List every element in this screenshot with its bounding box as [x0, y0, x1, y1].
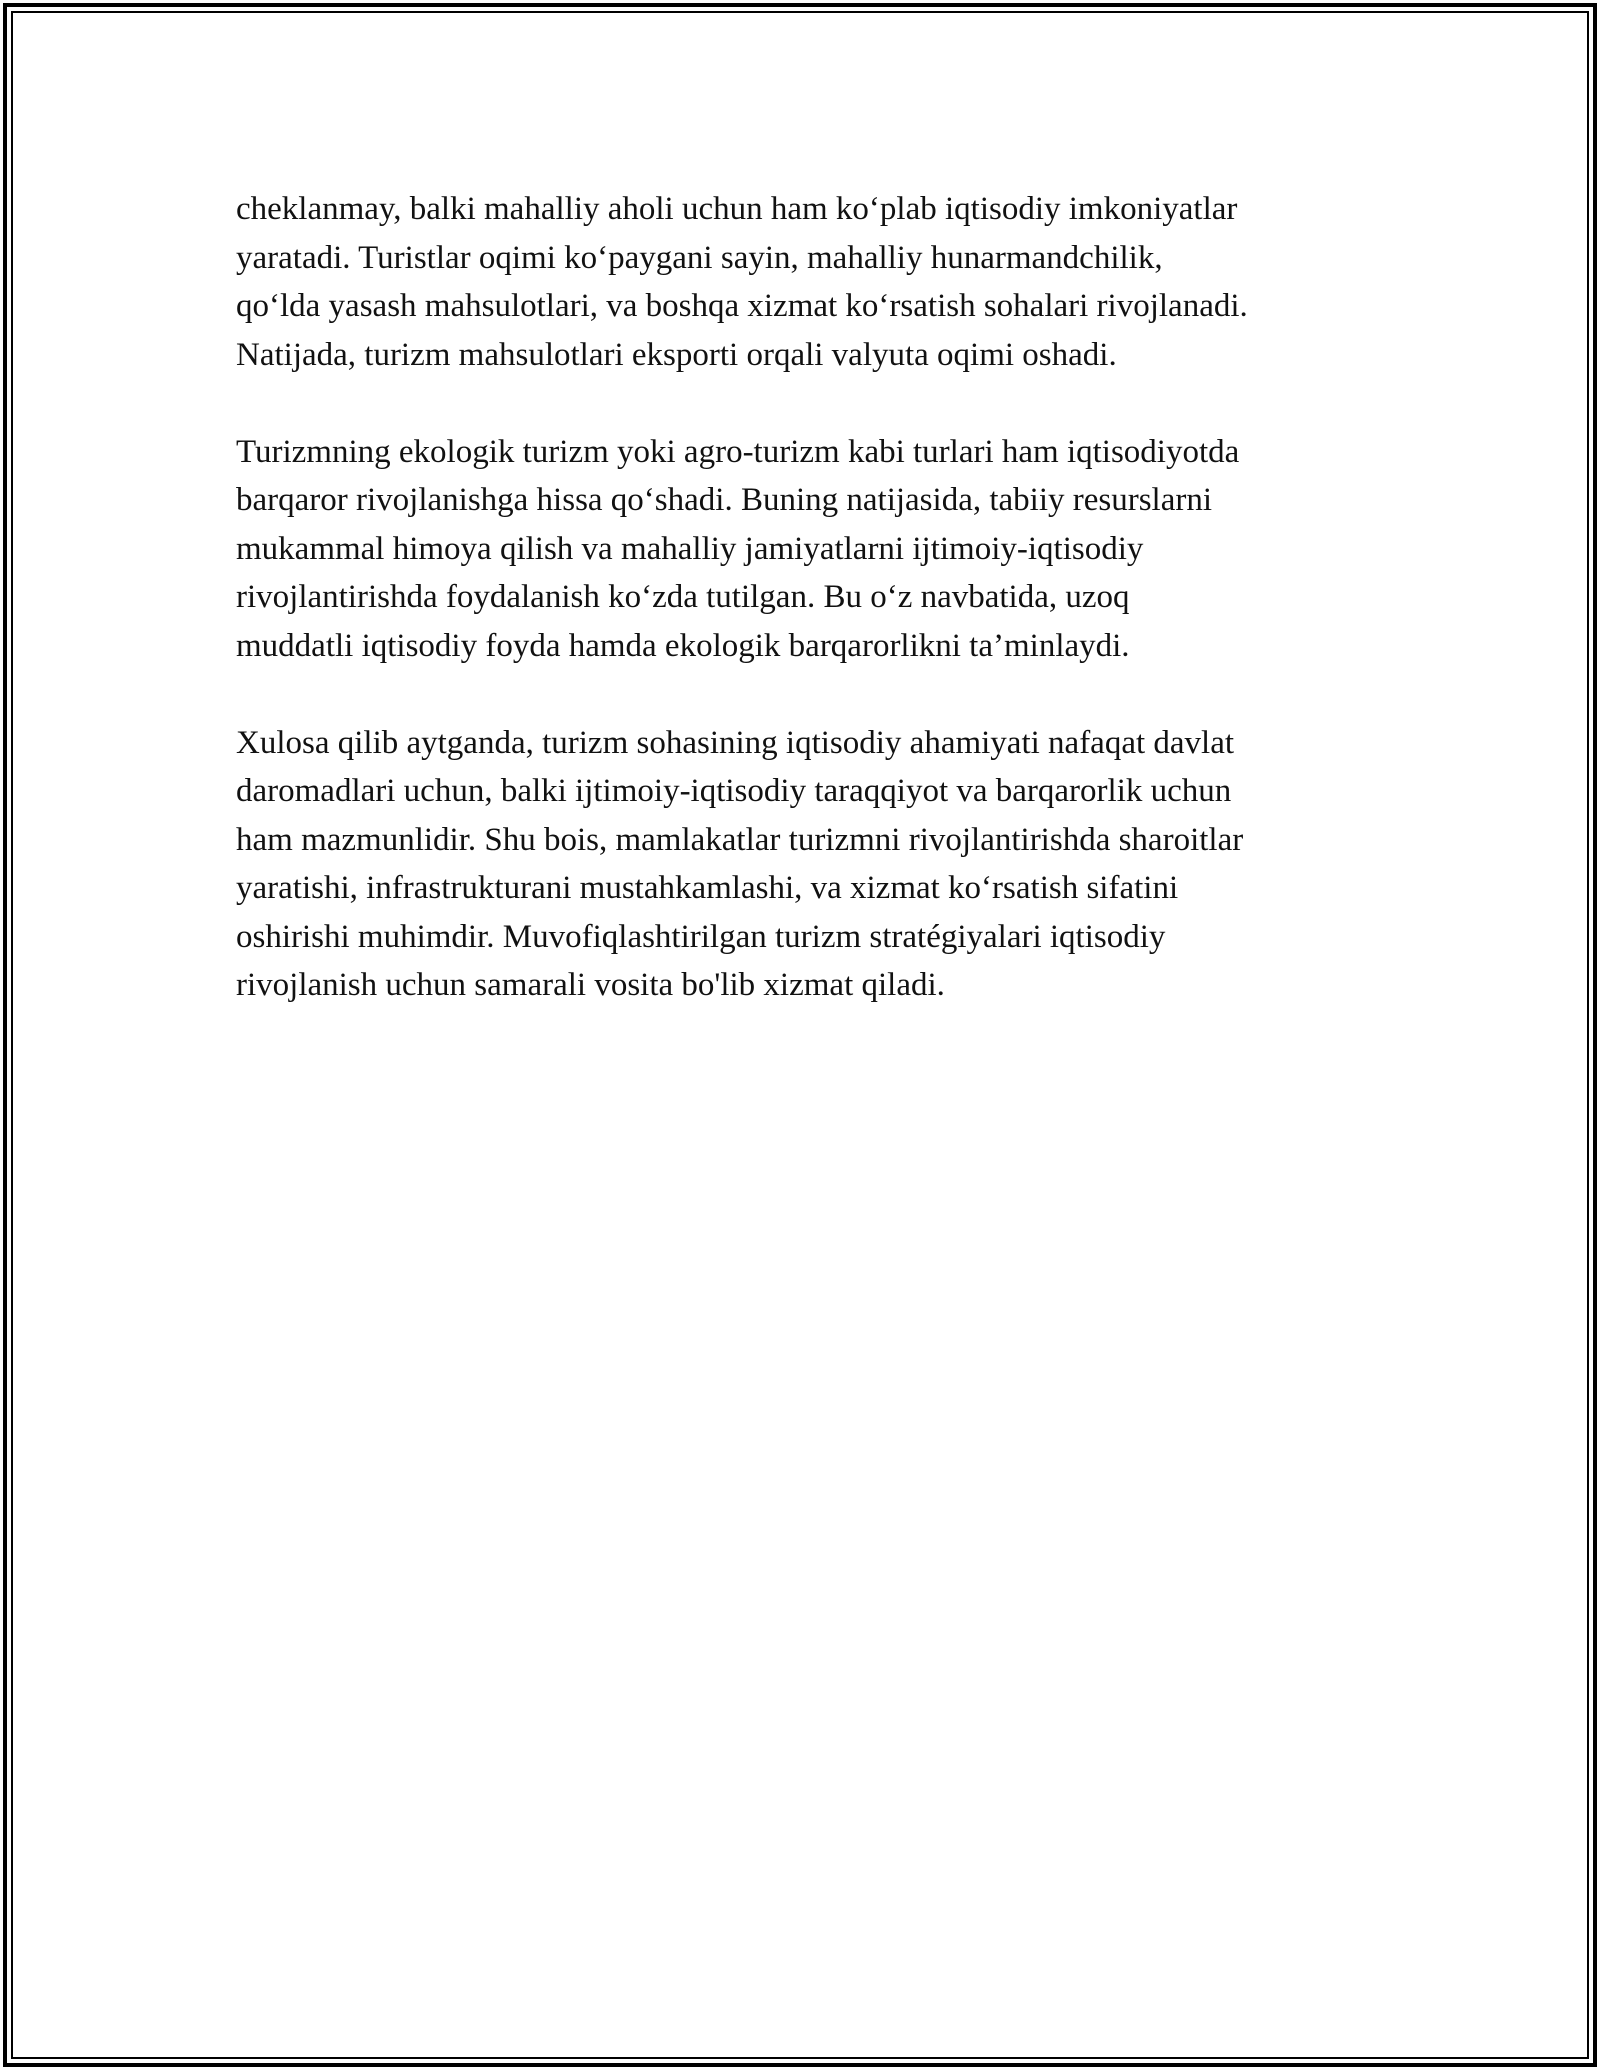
text-line: daromadlari uchun, balki ijtimoiy-iqtisodiy taraqqiyot va barqarorlik uchun: [236, 773, 1232, 809]
text-line: rivojlantirishda foydalanish ko‘zda tutilgan. Bu o‘z navbatida, uzoq: [236, 579, 1130, 615]
text-line: rivojlanish uchun samarali vosita bo'lib xizmat qiladi.: [236, 967, 945, 1003]
text-line: oshirishi muhimdir. Muvofiqlashtirilgan turizm stratégiyalari iqtisodiy: [236, 918, 1166, 955]
text-line: mukammal himoya qilish va mahalliy jamiyatlarni ijtimoiy-iqtisodiy: [236, 530, 1144, 567]
paragraph-1: [236, 185, 1396, 379]
text-line: cheklanmay, balki mahalliy aholi uchun ham ko‘plab iqtisodiy imkoniyatlar: [236, 191, 1238, 227]
paragraph-2: [236, 428, 1396, 671]
text-line: Xulosa qilib aytganda, turizm sohasining iqtisodiy ahamiyati nafaqat davlat: [236, 724, 1235, 761]
text-line: Turizmning ekologik turizm yoki agro-turizm kabi turlari ham iqtisodiyotda: [236, 433, 1240, 470]
text-line: barqaror rivojlanishga hissa qo‘shadi. Buning natijasida, tabiiy resurslarni: [236, 482, 1213, 518]
paragraph-3: [236, 719, 1396, 1010]
text-line: ham mazmunlidir. Shu bois, mamlakatlar turizmni rivojlantirishda sharoitlar: [236, 821, 1244, 858]
text-line: yaratadi. Turistlar oqimi ko‘paygani sayin, mahalliy hunarmandchilik,: [236, 239, 1163, 276]
text-line: Natijada, turizm mahsulotlari eksporti orqali valyuta oqimi oshadi.: [236, 336, 1117, 373]
text-line: qo‘lda yasash mahsulotlari, va boshqa xizmat ko‘rsatish sohalari rivojlanadi.: [236, 288, 1248, 324]
text-line: muddatli iqtisodiy foyda hamda ekologik barqarorlikni ta’minlaydi.: [236, 627, 1130, 664]
text-line: yaratishi, infrastrukturani mustahkamlashi, va xizmat ko‘rsatish sifatini: [236, 870, 1179, 906]
document-body: [236, 185, 1396, 1058]
